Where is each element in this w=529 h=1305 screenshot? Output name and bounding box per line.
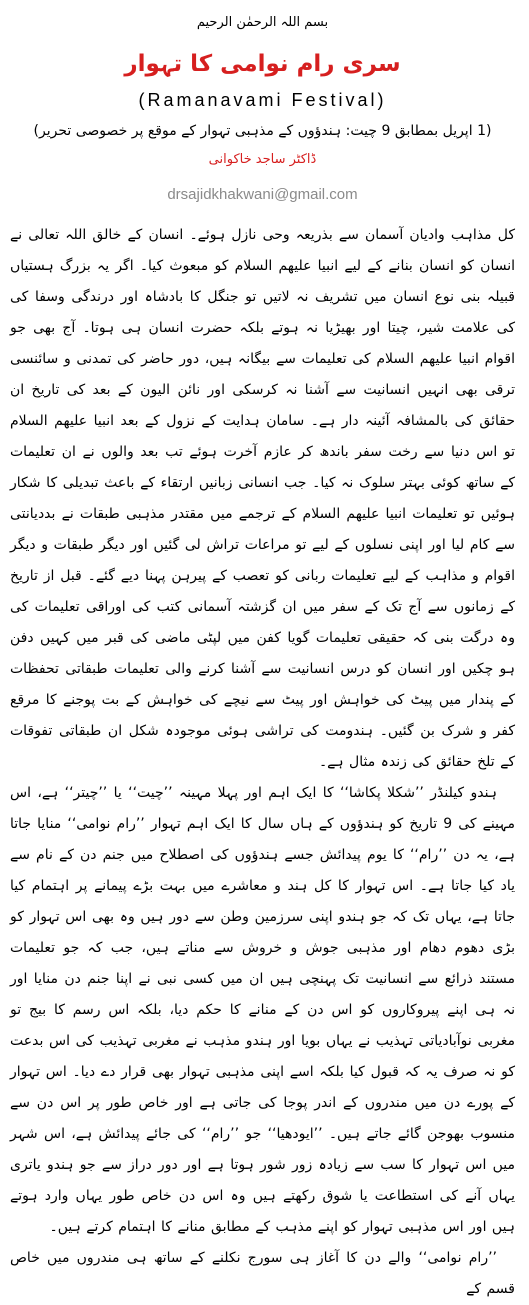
author-name: ڈاکٹر ساجد خاکوانی (208, 152, 317, 167)
paragraph-3: ’’رام نوامی‘‘ والے دن کا آغاز ہی سورج نکلنے کے ساتھ ہی مندروں میں خاص قسم کے (10, 1250, 515, 1297)
dateline: (1 اپریل بمطابق 9 چیت: ہندؤوں کے مذہبی تہوار کے موقع پر خصوصی تحریر) (33, 123, 492, 139)
bismillah-heading: بسم اللہ الرحمٰن الرحیم (196, 15, 329, 30)
author-email: drsajidkhakwani@gmail.com (167, 186, 358, 203)
english-subtitle: (Ramanavami Festival) (138, 90, 387, 110)
paragraph-1: کل مذاہب وادیان آسمان سے بذریعہ وحی نازل ہوئے۔ انسان کے خالق اللہ تعالی نے انسان کو انسان بنانے کے لیے انبیا علیھم السلام کو مبعوث کیا۔ اگر یہ بزرگ ہستیاں قبیلہ بنی نوع انسان میں تشریف نہ لاتیں تو جنگل کا بادشاہ اور درندگی وسفا کی کی علامت شیر، چیتا اور بھیڑیا نہ ہوتے بلکہ حضرت انسان ہی ہوتا۔ آج بھی جو اقوام انبیا علیھم السلام کی تعلیمات سے بیگانہ ہیں، دور حاضر کی تمدنی و سائنسی ترقی بھی انہیں انسانیت سے آشنا نہ کرسکی اور نائن الیون کے بعد کی تاریخ ان حقائق کی بالمشافہ آئینہ دار ہے۔ سامان ہدایت کے نزول کے بعد انبیا علیھم السلام تو اس دنیا سے رخت سفر باندھ کر عازم آخرت ہوئے تب بعد والوں نے ان تعلیمات کے ساتھ کوئی بہتر سلوک نہ کیا۔ جب انسانی زبانیں ارتقاء کے باعث تبدیلی کا شکار ہوئیں تو تعلیمات انبیا علیھم السلام کے ترجمے میں مقتدر مذہبی طبقات نے بددیانتی سے کام لیا اور اپنی نسلوں کے لیے تو مراعات تراش لی گئیں اور دیگر طبقات و دیگر اقوام و مذاہب کے لیے تعلیمات ربانی کو تعصب کے پیرہن پہنا دیے گئے۔ قبل از تاریخ کے زمانوں سے آج تک کے سفر میں ان گزشتہ آسمانی کتب کی اوراقی تعلیمات کی وہ درگت بنی کہ حقیقی تعلیمات گویا کفن میں لپٹی ماضی کی قبر میں کہیں دفن ہو چکیں اور انسان کو درس انسانیت سے آشنا کرنے والی تعلیمات طبقاتی تحفظات کے پندار میں پیٹ کی خواہش اور پیٹ سے نیچے کی خواہش کے بت پوجنے کا مرقع کفر و شرک بن گئیں۔ ہندومت کی تراشی ہوئی موجودہ شکل ان طبقاتی تفوقات کے تلخ حقائق کی زندہ مثال ہے۔ (10, 227, 515, 770)
article-body (10, 220, 515, 1305)
paragraph-2: ہندو کیلنڈر ’’شکلا پکاشا‘‘ کا ایک اہم اور پہلا مہینہ ’’چیت‘‘ یا ’’چیتر‘‘ ہے، اس مہینے کی 9 تاریخ کو ہندؤوں کے ہاں سال کا ایک اہم تہوار ’’رام نوامی‘‘ منایا جاتا ہے، یہ دن ’’رام‘‘ کا یوم پیدائش جسے ہندؤوں کی اصطلاح میں جنم دن کے نام سے یاد کیا جاتا ہے۔ اس تہوار کا کل ہند و معاشرے میں بہت بڑے پیمانے پر اہتمام کیا جاتا ہے، یہاں تک کہ جو ہندو اپنی سرزمین وطن سے دور ہیں وہ بھی اس تہوار کو بڑی دھوم دھام اور مذہبی جوش و خروش سے مناتے ہیں، جب کہ جو تعلیمات مستند ذرائع سے انسانیت تک پہنچی ہیں ان میں کسی نبی نے اپنا جنم دن منایا اور نہ ہی اپنے پیروکاروں کو اس دن کے منانے کا حکم دیا، بلکہ اس رسم کا بیج تو مغربی نوآبادیاتی تہذیب نے یہاں بویا اور ہندو مذہب نے مغربی تہذیب کی اس بدعت کو نہ صرف یہ کہ قبول کیا بلکہ اسے اپنی مذہبی تہوار بھی قرار دے دیا۔ اس تہوار کے پورے دن میں مندروں کے اندر پوجا کی جاتی ہے اور خاص طور پر اس دن سے منسوب بھوجن گائے جاتے ہیں۔ ’’ایودھیا‘‘ جو ’’رام‘‘ کی جائے پیدائش ہے، اس شہر میں اس تہوار کا سب سے زیادہ زور شور ہوتا ہے اور دور دراز سے جو ہندو یاتری یہاں آنے کی استطاعت یا شوق رکھتے ہیں وہ اس دن خاص طور یہاں وارد ہوتے ہیں اور اس مذہبی تہوار کو اپنے مذہب کے مطابق منانے کا اہتمام کرتے ہیں۔ (10, 785, 515, 1235)
article-title: سری رام نوامی کا تہوار (124, 51, 401, 77)
